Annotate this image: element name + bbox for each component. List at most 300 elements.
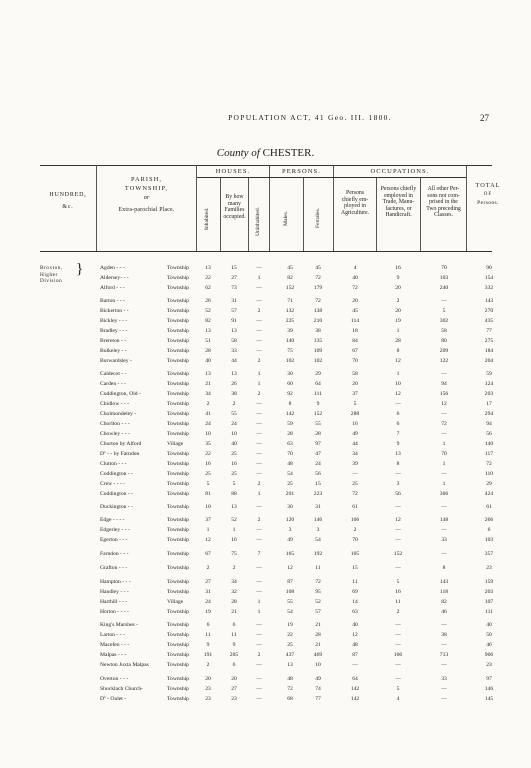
cell-females: 72 bbox=[315, 275, 321, 281]
cell-inhabited: 62 bbox=[205, 285, 211, 291]
cell-trade: 6 bbox=[396, 411, 400, 417]
cell-males: 19 bbox=[287, 622, 293, 628]
cell-females: 109 bbox=[313, 348, 323, 354]
cell-trade: 10 bbox=[395, 381, 401, 387]
cell-males: 140 bbox=[285, 338, 295, 344]
or-label: or bbox=[143, 194, 150, 201]
cell-trade: 4 bbox=[396, 696, 400, 702]
cell-females: 54 bbox=[315, 537, 321, 543]
cell-uninhabited: — bbox=[256, 401, 262, 407]
cell-total: 124 bbox=[484, 381, 494, 387]
cell-males: 63 bbox=[287, 441, 293, 447]
cell-uninhabited: — bbox=[256, 431, 262, 437]
cell-males: 45 bbox=[287, 265, 293, 271]
cell-families: 13 bbox=[231, 371, 237, 377]
cell-trade: 5 bbox=[396, 686, 400, 692]
cell-females: 56 bbox=[315, 471, 321, 477]
cell-females: 146 bbox=[313, 517, 323, 523]
cell-males: 82 bbox=[287, 275, 293, 281]
cell-trade: 152 bbox=[393, 551, 403, 557]
total-line: TOTAL bbox=[475, 182, 501, 189]
cell-uninhabited: 2 bbox=[257, 391, 261, 397]
table-row bbox=[0, 481, 531, 489]
cell-uninhabited: 2 bbox=[257, 517, 261, 523]
cell-type: Township bbox=[167, 318, 189, 324]
cell-uninhabited: 2 bbox=[257, 358, 261, 364]
cell-males: 13 bbox=[287, 662, 293, 668]
cell-total: 61 bbox=[486, 504, 492, 510]
families-line: many bbox=[228, 200, 241, 207]
cell-place: Aldersey- - - bbox=[100, 275, 129, 281]
cell-trade: 6 bbox=[396, 421, 400, 427]
cell-inhabited: 23 bbox=[205, 686, 211, 692]
cell-families: 44 bbox=[231, 358, 237, 364]
cell-females: 49 bbox=[315, 676, 321, 682]
cell-inhabited: 82 bbox=[205, 318, 211, 324]
cell-trade: 19 bbox=[395, 318, 401, 324]
cell-females: 10 bbox=[315, 662, 321, 668]
cell-families: 1 bbox=[232, 527, 236, 533]
cell-females: 57 bbox=[315, 609, 321, 615]
agri-line: ployed in bbox=[344, 203, 366, 210]
females-header: Females. bbox=[315, 207, 321, 228]
cell-agri: 49 bbox=[352, 431, 358, 437]
cell-other: 12 bbox=[441, 401, 447, 407]
cell-males: 92 bbox=[287, 391, 293, 397]
cell-families: 205 bbox=[229, 652, 239, 658]
cell-inhabited: 9 bbox=[206, 642, 210, 648]
cell-males: 152 bbox=[285, 285, 295, 291]
cell-total: 90 bbox=[486, 265, 492, 271]
cell-other: — bbox=[441, 642, 447, 648]
cell-males: 60 bbox=[287, 381, 293, 387]
families-line: Families bbox=[224, 207, 245, 214]
cell-agri: 14 bbox=[352, 599, 358, 605]
cell-place: Dº - Oulet - bbox=[100, 696, 127, 702]
cell-place: King's Marshes - bbox=[100, 622, 138, 628]
county-prefix: County of bbox=[216, 147, 260, 159]
cell-type: Township bbox=[167, 328, 189, 334]
parish-header bbox=[97, 175, 196, 215]
total-header bbox=[467, 181, 509, 208]
cell-trade: 106 bbox=[393, 652, 403, 658]
cell-agri: — bbox=[352, 471, 358, 477]
cell-females: 29 bbox=[315, 371, 321, 377]
cell-trade: 2 bbox=[396, 298, 400, 304]
table-row bbox=[0, 348, 531, 356]
cell-families: 26 bbox=[231, 381, 237, 387]
cell-uninhabited: 7 bbox=[257, 551, 261, 557]
cell-inhabited: 20 bbox=[205, 676, 211, 682]
cell-females: 72 bbox=[315, 298, 321, 304]
cell-females: 28 bbox=[315, 431, 321, 437]
cell-other: 70 bbox=[441, 265, 447, 271]
cell-inhabited: 51 bbox=[205, 338, 211, 344]
cell-families: 55 bbox=[231, 411, 237, 417]
cell-inhabited: 11 bbox=[205, 632, 211, 638]
cell-place: Overton - - - bbox=[100, 676, 129, 682]
cell-place: Cuddington, Old - bbox=[100, 391, 141, 397]
cell-uninhabited: — bbox=[256, 504, 262, 510]
cell-type: Township bbox=[167, 348, 189, 354]
cell-inhabited: 21 bbox=[205, 381, 211, 387]
cell-trade: — bbox=[395, 471, 401, 477]
cell-inhabited: 10 bbox=[205, 431, 211, 437]
cell-type: Township bbox=[167, 285, 189, 291]
cell-males: 3 bbox=[288, 527, 292, 533]
cell-other: — bbox=[441, 696, 447, 702]
cell-agri: 288 bbox=[350, 411, 360, 417]
cell-other: 80 bbox=[441, 338, 447, 344]
cell-inhabited: 34 bbox=[205, 391, 211, 397]
cell-families: 2 bbox=[232, 565, 236, 571]
other-line: Two preceding bbox=[426, 205, 461, 212]
table-row bbox=[0, 527, 531, 535]
table-row bbox=[0, 431, 531, 439]
cell-type: Township bbox=[167, 579, 189, 585]
cell-males: 48 bbox=[287, 461, 293, 467]
cell-trade: 1 bbox=[396, 371, 400, 377]
cell-agri: 2 bbox=[353, 527, 357, 533]
families-line: occupied. bbox=[223, 213, 246, 220]
group-rule bbox=[197, 177, 466, 178]
cell-place: Caldecot - - bbox=[100, 371, 127, 377]
cell-other: 240 bbox=[439, 285, 449, 291]
cell-uninhabited: — bbox=[256, 589, 262, 595]
col-divider bbox=[303, 178, 304, 251]
table-top-rule bbox=[40, 165, 492, 166]
division-brace: } bbox=[76, 261, 84, 277]
table-row bbox=[0, 676, 531, 684]
table-header-bottom-rule bbox=[40, 251, 492, 252]
other-line: Classes. bbox=[434, 212, 453, 219]
cell-uninhabited: 1 bbox=[257, 381, 261, 387]
cell-place: Macefen - - - bbox=[100, 642, 130, 648]
cell-type: Township bbox=[167, 401, 189, 407]
agri-line: Persons bbox=[345, 190, 365, 196]
cell-females: 31 bbox=[315, 504, 321, 510]
cell-other: 5 bbox=[442, 308, 446, 314]
cell-uninhabited: — bbox=[256, 338, 262, 344]
cell-total: 111 bbox=[485, 609, 493, 615]
cell-place: Bickley - - - bbox=[100, 318, 128, 324]
cell-agri: 142 bbox=[350, 686, 360, 692]
cell-females: 95 bbox=[315, 589, 321, 595]
cell-agri: 20 bbox=[352, 381, 358, 387]
cell-trade: — bbox=[395, 662, 401, 668]
cell-uninhabited: 2 bbox=[257, 308, 261, 314]
cell-uninhabited: 1 bbox=[257, 491, 261, 497]
cell-place: Edge - - - - bbox=[100, 517, 125, 523]
cell-type: Township bbox=[167, 371, 189, 377]
cell-total: 154 bbox=[484, 275, 494, 281]
cell-inhabited: 41 bbox=[205, 411, 211, 417]
cell-inhabited: 37 bbox=[205, 517, 211, 523]
cell-other: 82 bbox=[441, 599, 447, 605]
division-line: Division bbox=[40, 278, 63, 284]
cell-other: 143 bbox=[439, 579, 449, 585]
table-row bbox=[0, 471, 531, 479]
extra-parochial-label: Extra-parochial Place. bbox=[118, 207, 175, 213]
cell-place: Grafton - - - bbox=[100, 565, 128, 571]
cell-females: 152 bbox=[313, 411, 323, 417]
cell-females: 179 bbox=[313, 285, 323, 291]
cell-uninhabited: — bbox=[256, 328, 262, 334]
cell-total: 204 bbox=[484, 358, 494, 364]
cell-uninhabited: — bbox=[256, 642, 262, 648]
uninhabited-header: Uninhabited. bbox=[255, 206, 261, 236]
cell-males: 28 bbox=[287, 431, 293, 437]
cell-other: 156 bbox=[439, 391, 449, 397]
cell-type: Township bbox=[167, 696, 189, 702]
cell-total: 72 bbox=[486, 461, 492, 467]
township-label: TOWNSHIP, bbox=[124, 185, 169, 192]
table-row bbox=[0, 358, 531, 366]
cell-inhabited: 5 bbox=[206, 481, 210, 487]
cell-families: 24 bbox=[231, 421, 237, 427]
cell-families: 25 bbox=[231, 451, 237, 457]
cell-total: 17 bbox=[486, 401, 492, 407]
cell-type: Village bbox=[167, 441, 184, 447]
cell-agri: 72 bbox=[352, 285, 358, 291]
cell-agri: 45 bbox=[352, 308, 358, 314]
cell-other: 1 bbox=[442, 461, 446, 467]
cell-males: 120 bbox=[285, 517, 295, 523]
table-row bbox=[0, 328, 531, 336]
cell-total: 50 bbox=[486, 632, 492, 638]
cell-males: 25 bbox=[287, 642, 293, 648]
cell-families: 33 bbox=[231, 348, 237, 354]
col-divider bbox=[248, 178, 249, 251]
cell-place: Chidlow - - - bbox=[100, 401, 130, 407]
cell-type: Township bbox=[167, 391, 189, 397]
cell-males: 39 bbox=[287, 328, 293, 334]
table-row bbox=[0, 642, 531, 650]
cell-females: 21 bbox=[315, 622, 321, 628]
cell-agri: 39 bbox=[352, 461, 358, 467]
cell-agri: 72 bbox=[352, 491, 358, 497]
trade-line: Trade, Manu- bbox=[382, 199, 415, 206]
cell-total: 435 bbox=[484, 318, 494, 324]
cell-trade: 20 bbox=[395, 308, 401, 314]
cell-families: 15 bbox=[231, 265, 237, 271]
cell-families: 13 bbox=[231, 328, 237, 334]
cell-total: 424 bbox=[484, 491, 494, 497]
table-row bbox=[0, 517, 531, 525]
cell-type: Township bbox=[167, 686, 189, 692]
table-row bbox=[0, 622, 531, 630]
cell-trade: — bbox=[395, 527, 401, 533]
table-row bbox=[0, 696, 531, 704]
cell-males: 12 bbox=[287, 565, 293, 571]
agri-line: Agriculture. bbox=[340, 209, 370, 216]
cell-type: Township bbox=[167, 504, 189, 510]
cell-uninhabited: — bbox=[256, 421, 262, 427]
cell-males: 71 bbox=[287, 298, 293, 304]
cell-place: Handley - - - bbox=[100, 589, 129, 595]
cell-males: 48 bbox=[287, 676, 293, 682]
col-divider bbox=[466, 165, 467, 251]
cell-males: 30 bbox=[287, 371, 293, 377]
cell-type: Township bbox=[167, 461, 189, 467]
cell-place: Chowley - - - bbox=[100, 431, 130, 437]
cell-inhabited: 40 bbox=[205, 358, 211, 364]
cell-place: Hampton - - - bbox=[100, 579, 131, 585]
cell-inhabited: 13 bbox=[205, 328, 211, 334]
cell-agri: 70 bbox=[352, 537, 358, 543]
cell-families: 28 bbox=[231, 599, 237, 605]
cell-agri: 105 bbox=[350, 551, 360, 557]
table-row bbox=[0, 686, 531, 694]
table-row bbox=[0, 265, 531, 273]
cell-trade: 12 bbox=[395, 391, 401, 397]
cell-type: Township bbox=[167, 275, 189, 281]
cell-males: 25 bbox=[287, 481, 293, 487]
cell-other: — bbox=[441, 622, 447, 628]
cell-females: 21 bbox=[315, 642, 321, 648]
cell-females: 77 bbox=[315, 696, 321, 702]
cell-other: — bbox=[441, 662, 447, 668]
cell-inhabited: 22 bbox=[205, 275, 211, 281]
cell-males: 59 bbox=[287, 421, 293, 427]
table-row bbox=[0, 565, 531, 573]
cell-total: 159 bbox=[484, 579, 494, 585]
cell-uninhabited: — bbox=[256, 622, 262, 628]
county-name: CHESTER. bbox=[262, 147, 315, 159]
cell-uninhabited: — bbox=[256, 348, 262, 354]
other-line: sons not com- bbox=[427, 192, 460, 199]
table-row bbox=[0, 421, 531, 429]
cell-trade: 2 bbox=[396, 609, 400, 615]
cell-other: 46 bbox=[441, 609, 447, 615]
cell-type: Township bbox=[167, 565, 189, 571]
cell-families: 88 bbox=[231, 491, 237, 497]
cell-total: 23 bbox=[486, 662, 492, 668]
table-row bbox=[0, 391, 531, 399]
cell-females: 469 bbox=[313, 652, 323, 658]
cell-other: 72 bbox=[441, 421, 447, 427]
cell-total: 203 bbox=[484, 589, 494, 595]
cell-agri: 18 bbox=[352, 328, 358, 334]
persons-group-header: PERSONS. bbox=[282, 168, 321, 175]
table-row bbox=[0, 318, 531, 326]
cell-females: 111 bbox=[314, 391, 322, 397]
cell-other: 122 bbox=[439, 358, 449, 364]
cell-place: Agden - - - bbox=[100, 265, 125, 271]
cell-families: 73 bbox=[231, 285, 237, 291]
cell-families: 6 bbox=[232, 662, 236, 668]
houses-group-header: HOUSES. bbox=[215, 168, 251, 175]
cell-place: Clutton - - - bbox=[100, 461, 127, 467]
cell-place: Brereton - - bbox=[100, 338, 127, 344]
cell-inhabited: 13 bbox=[205, 265, 211, 271]
cell-total: 23 bbox=[486, 565, 492, 571]
cell-inhabited: 191 bbox=[203, 652, 213, 658]
cell-agri: 34 bbox=[352, 451, 358, 457]
cell-place: Egerton - - - bbox=[100, 537, 128, 543]
cell-total: 56 bbox=[486, 431, 492, 437]
cell-total: 6 bbox=[487, 527, 491, 533]
cell-total: 94 bbox=[486, 421, 492, 427]
cell-uninhabited: — bbox=[256, 285, 262, 291]
cell-females: 210 bbox=[313, 318, 323, 324]
cell-families: 38 bbox=[231, 391, 237, 397]
cell-place: Bulkeley - - bbox=[100, 348, 127, 354]
cell-other: — bbox=[441, 471, 447, 477]
cell-type: Township bbox=[167, 551, 189, 557]
cell-place: Newton Juxta Malpas bbox=[100, 662, 149, 668]
cell-other: 306 bbox=[439, 491, 449, 497]
cell-trade: 9 bbox=[396, 275, 400, 281]
cell-type: Township bbox=[167, 527, 189, 533]
cell-uninhabited: — bbox=[256, 471, 262, 477]
cell-other: — bbox=[441, 431, 447, 437]
table-row bbox=[0, 411, 531, 419]
cell-trade: — bbox=[395, 565, 401, 571]
families-header bbox=[221, 194, 248, 220]
other-line: prised in the bbox=[429, 199, 458, 206]
cell-inhabited: 19 bbox=[205, 609, 211, 615]
cell-trade: 1 bbox=[396, 328, 400, 334]
cell-type: Township bbox=[167, 589, 189, 595]
cell-uninhabited: — bbox=[256, 441, 262, 447]
cell-families: 31 bbox=[231, 298, 237, 304]
cell-type: Township bbox=[167, 308, 189, 314]
cell-total: 143 bbox=[484, 298, 494, 304]
cell-inhabited: 2 bbox=[206, 401, 210, 407]
cell-other: 33 bbox=[441, 537, 447, 543]
cell-agri: 84 bbox=[352, 338, 358, 344]
cell-males: 70 bbox=[287, 451, 293, 457]
cell-families: 16 bbox=[231, 461, 237, 467]
cell-other: — bbox=[441, 298, 447, 304]
cell-total: 203 bbox=[484, 391, 494, 397]
cell-trade: — bbox=[395, 632, 401, 638]
table-row bbox=[0, 652, 531, 660]
cell-total: 46 bbox=[486, 642, 492, 648]
cell-other: 302 bbox=[439, 318, 449, 324]
total-line: Persons. bbox=[477, 200, 499, 206]
table-row bbox=[0, 338, 531, 346]
cell-families: 2 bbox=[232, 401, 236, 407]
cell-trade: 3 bbox=[396, 481, 400, 487]
cell-females: 52 bbox=[315, 599, 321, 605]
table-row bbox=[0, 401, 531, 409]
cell-agri: 15 bbox=[352, 565, 358, 571]
cell-place: Alford - - - bbox=[100, 285, 125, 291]
cell-males: 102 bbox=[285, 358, 295, 364]
cell-uninhabited: — bbox=[256, 527, 262, 533]
cell-males: 165 bbox=[285, 551, 295, 557]
cell-uninhabited: — bbox=[256, 686, 262, 692]
cell-females: 72 bbox=[315, 579, 321, 585]
cell-agri: 5 bbox=[353, 401, 357, 407]
cell-type: Township bbox=[167, 662, 189, 668]
cell-uninhabited: — bbox=[256, 265, 262, 271]
other-header bbox=[421, 186, 466, 219]
cell-place: Duckington - - bbox=[100, 504, 133, 510]
table-row bbox=[0, 504, 531, 512]
cell-females: 135 bbox=[313, 338, 323, 344]
cell-place: Edgerley - - - bbox=[100, 527, 130, 533]
table-row bbox=[0, 308, 531, 316]
cell-males: 201 bbox=[285, 491, 295, 497]
cell-males: 225 bbox=[285, 318, 295, 324]
cell-inhabited: 31 bbox=[205, 589, 211, 595]
cell-place: Crew - - - - bbox=[100, 481, 126, 487]
cell-males: 75 bbox=[287, 348, 293, 354]
cell-uninhabited: — bbox=[256, 298, 262, 304]
